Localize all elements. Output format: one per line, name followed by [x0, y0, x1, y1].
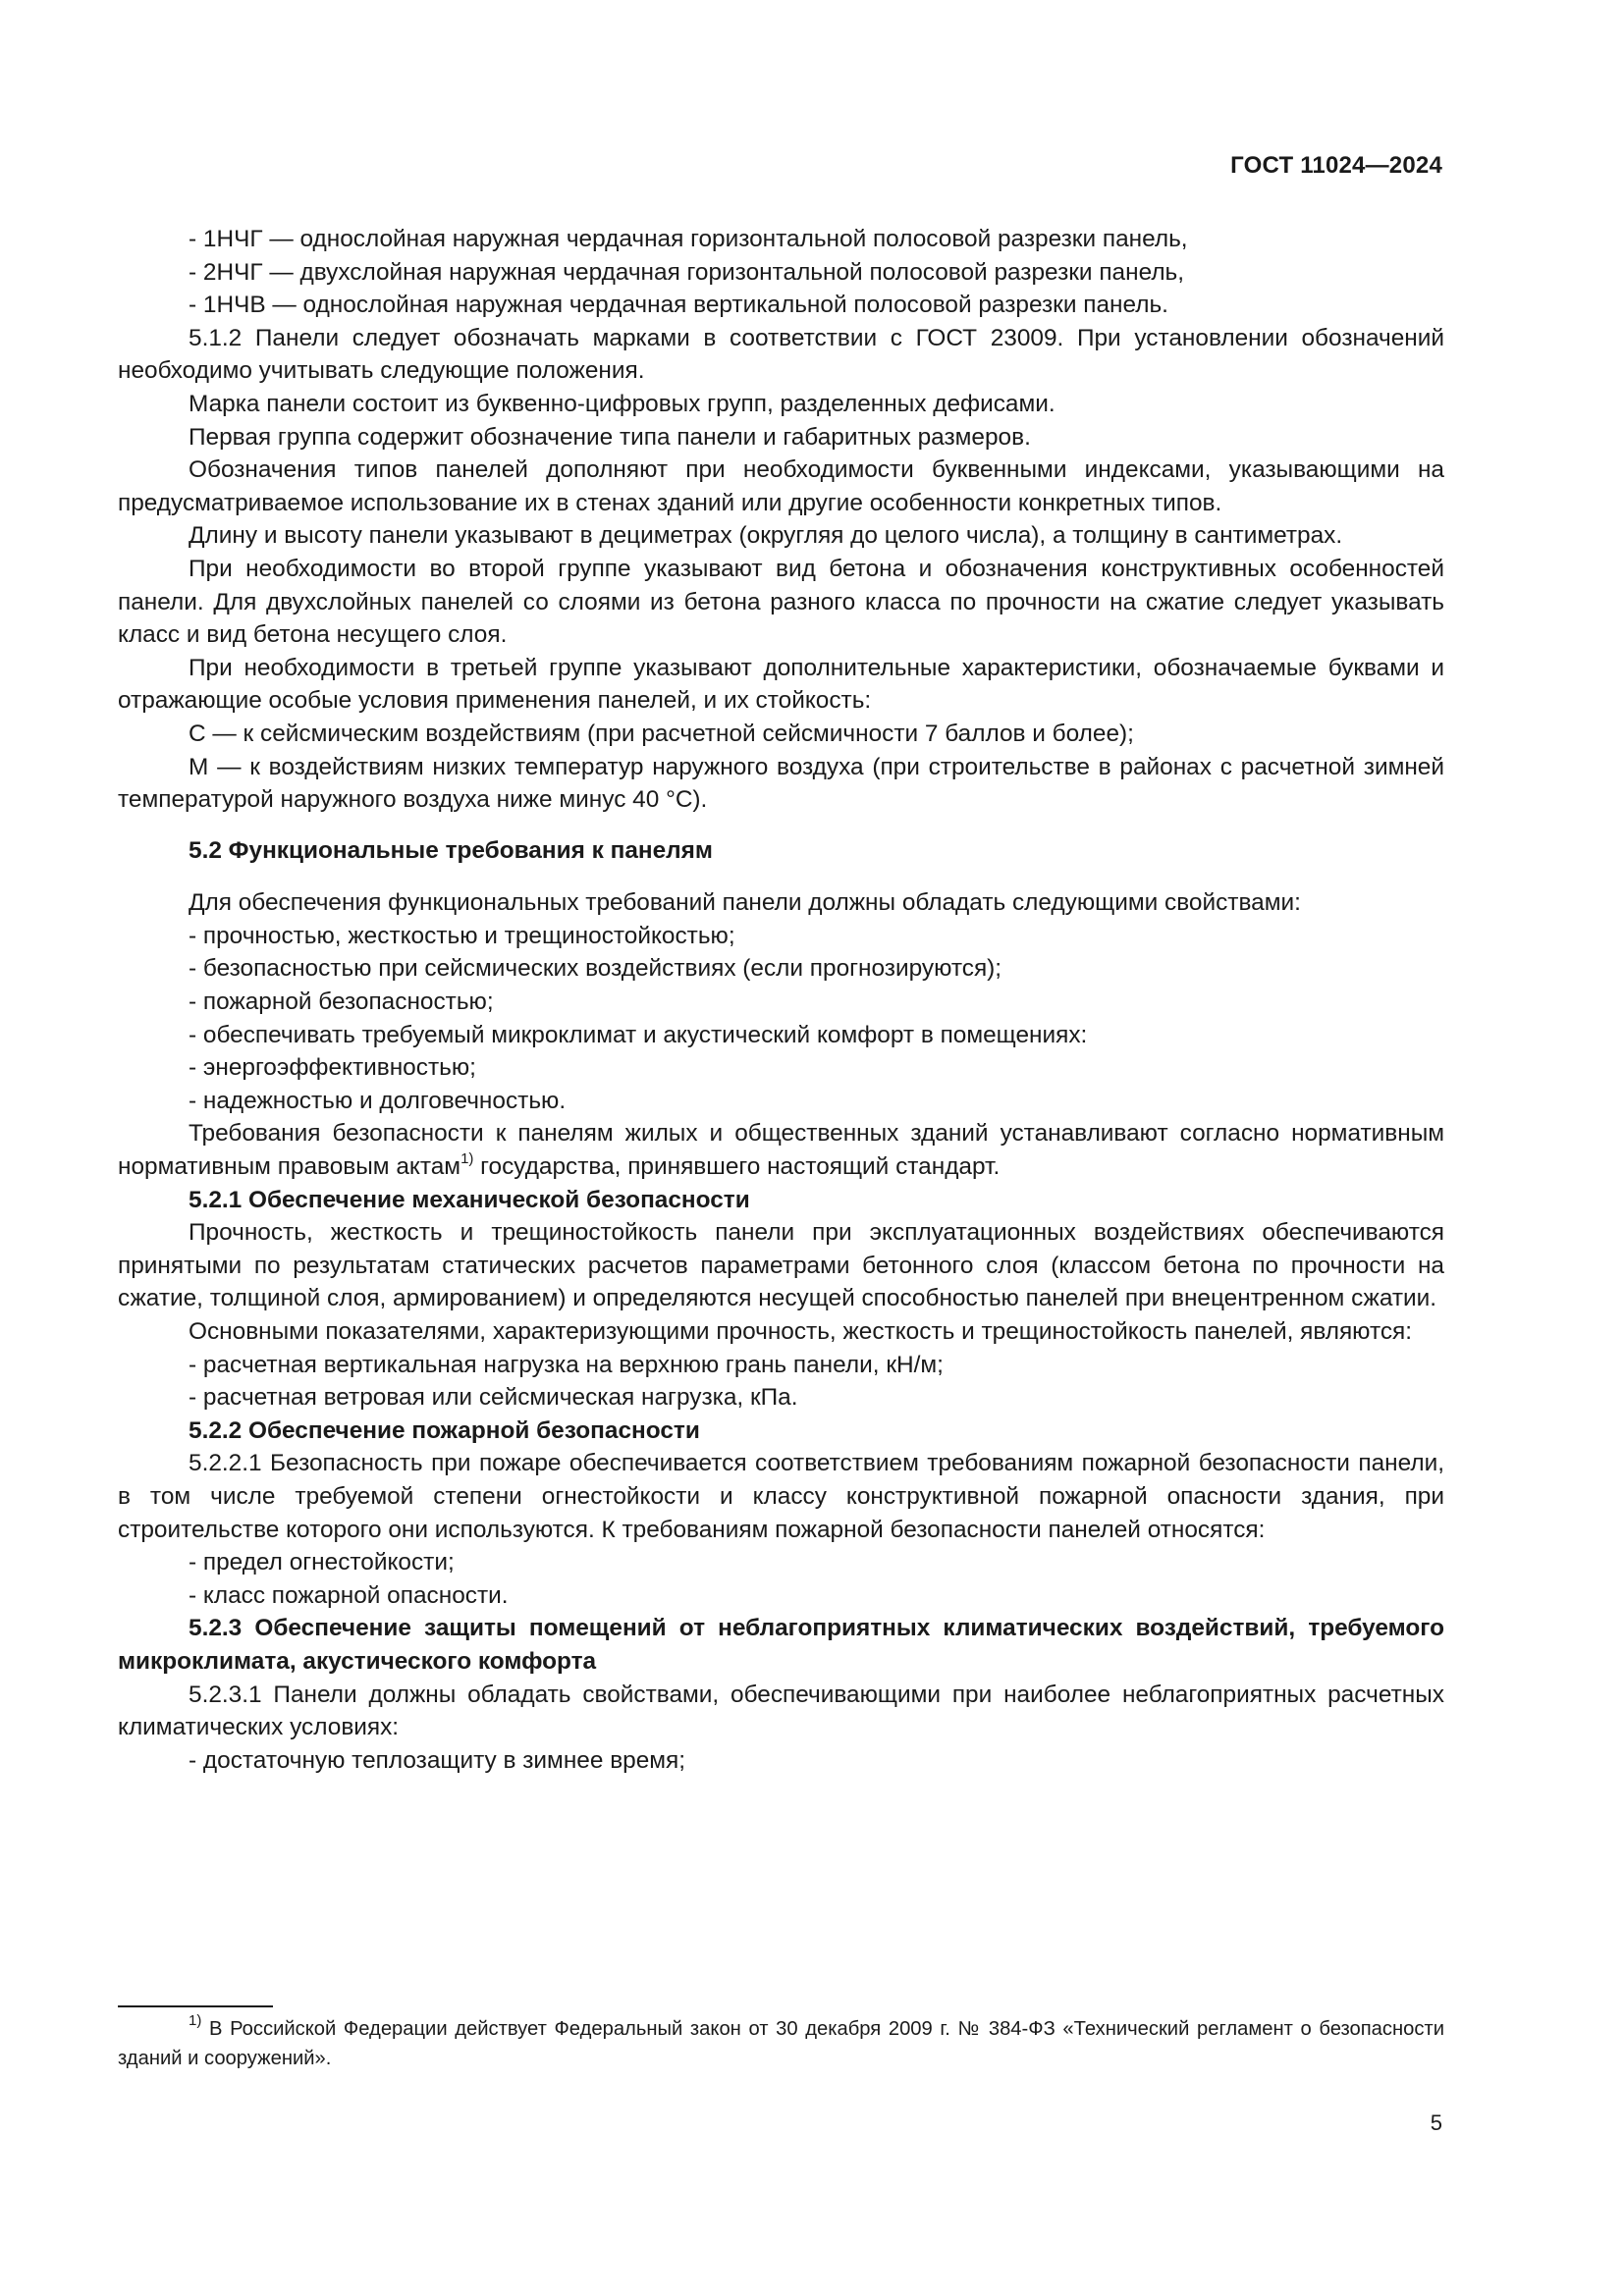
paragraph: 5.2.2.1 Безопасность при пожаре обеспечивается соответствием требованиям пожарной безопасности панели, в том числе требуемой степени огнестойкости и классу конструктивной пожарной опасности здания, при строительстве которого они используются. К требованиям пожарной безопасности панелей относятся:: [118, 1450, 1444, 1543]
paragraph: С — к сейсмическим воздействиям (при расчетной сейсмичности 7 баллов и более);: [189, 720, 1134, 747]
paragraph: Длину и высоту панели указывают в дециметрах (округляя до целого числа), а толщину в сантиметрах.: [189, 522, 1343, 550]
list-item: - надежностью и долговечностью.: [189, 1087, 567, 1114]
section-heading-5-2-2: 5.2.2 Обеспечение пожарной безопасности: [189, 1416, 700, 1444]
footnote-divider: [118, 2005, 273, 2007]
paragraph: Основными показателями, характеризующими прочность, жесткость и трещиностойкость панелей, являются:: [189, 1318, 1413, 1345]
footnote-marker: 1): [189, 2012, 202, 2030]
section-heading-5-2: 5.2 Функциональные требования к панелям: [189, 836, 713, 864]
paragraph: Обозначения типов панелей дополняют при необходимости буквенными индексами, указывающими на предусматриваемое использование их в стенах зданий или другие особенности конкретных типов.: [118, 456, 1444, 516]
paragraph-text: Требования безопасности к панелям жилых и общественных зданий устанавливают согласно нормативным нормативным правовым актам: [118, 1120, 1444, 1181]
paragraph: 5.2.3.1 Панели должны обладать свойствами, обеспечивающими при наиболее неблагоприятных расчетных климатических условиях:: [118, 1681, 1444, 1741]
paragraph-text: государства, принявшего настоящий стандарт.: [473, 1153, 1001, 1181]
paragraph: М — к воздействиям низких температур наружного воздуха (при строительстве в районах с расчетной зимней температурой наружного воздуха ниже минус 40 °С).: [118, 753, 1444, 814]
list-item: - 1НЧВ — однослойная наружная чердачная вертикальной полосовой разрезки панель.: [189, 292, 1168, 319]
paragraph-with-footnote: [118, 1117, 1444, 1183]
list-item: - предел огнестойкости;: [189, 1549, 455, 1576]
list-item: - энергоэффективностью;: [189, 1054, 476, 1082]
section-heading-5-2-1: 5.2.1 Обеспечение механической безопасности: [189, 1186, 750, 1213]
paragraph: При необходимости в третьей группе указывают дополнительные характеристики, обозначаемые буквами и отражающие особые условия применения панелей, и их стойкость:: [118, 654, 1444, 715]
list-item: - 1НЧГ — однослойная наружная чердачная горизонтальной полосовой разрезки панель,: [189, 226, 1188, 252]
paragraph: 5.1.2 Панели следует обозначать марками в соответствии с ГОСТ 23009. При установлении обозначений необходимо учитывать следующие положения.: [118, 324, 1444, 385]
footnote-reference: 1): [460, 1149, 474, 1167]
paragraph: Для обеспечения функциональных требований панели должны обладать следующими свойствами:: [189, 889, 1301, 917]
list-item: - безопасностью при сейсмических воздействиях (если прогнозируются);: [189, 955, 1002, 983]
body-text: [118, 223, 1444, 1777]
list-item: - обеспечивать требуемый микроклимат и акустический комфорт в помещениях:: [189, 1021, 1088, 1048]
list-item: - прочностью, жесткостью и трещиностойкостью;: [189, 922, 735, 949]
list-item: - расчетная вертикальная нагрузка на верхнюю грань панели, кН/м;: [189, 1351, 944, 1378]
document-header: ГОСТ 11024—2024: [1230, 152, 1442, 179]
list-item: - класс пожарной опасности.: [189, 1581, 509, 1609]
paragraph: Прочность, жесткость и трещиностойкость панели при эксплуатационных воздействиях обеспечиваются принятыми по результатам статических расчетов параметрами бетонного слоя (классом бетона по прочности на сжатие, толщиной слоя, армированием) и определяются несущей способностью панелей при внецентренном сжатии.: [118, 1219, 1444, 1312]
paragraph: Марка панели состоит из буквенно-цифровых групп, разделенных дефисами.: [189, 390, 1056, 417]
paragraph: Первая группа содержит обозначение типа панели и габаритных размеров.: [189, 423, 1031, 451]
section-heading-5-2-3: 5.2.3 Обеспечение защиты помещений от неблагоприятных климатических воздействий, требуемого микроклимата, акустического комфорта: [118, 1615, 1444, 1675]
list-item: - пожарной безопасностью;: [189, 988, 494, 1016]
list-item: - достаточную теплозащиту в зимнее время;: [189, 1746, 686, 1774]
footnote: [118, 2014, 1444, 2073]
paragraph: При необходимости во второй группе указывают вид бетона и обозначения конструктивных особенностей панели. Для двухслойных панелей со слоями из бетона разного класса по прочности на сжатие следует указывать класс и вид бетона несущего слоя.: [118, 555, 1444, 649]
footnote-body: В Российской Федерации действует Федеральный закон от 30 декабря 2009 г. № 384-ФЗ «Технический регламент о безопасности зданий и сооружений».: [118, 2018, 1444, 2069]
list-item: - 2НЧГ — двухслойная наружная чердачная горизонтальной полосовой разрезки панель,: [189, 258, 1185, 286]
footnote-text: [118, 2014, 1444, 2073]
page-number: 5: [1430, 2110, 1442, 2135]
list-item: - расчетная ветровая или сейсмическая нагрузка, кПа.: [189, 1384, 798, 1412]
